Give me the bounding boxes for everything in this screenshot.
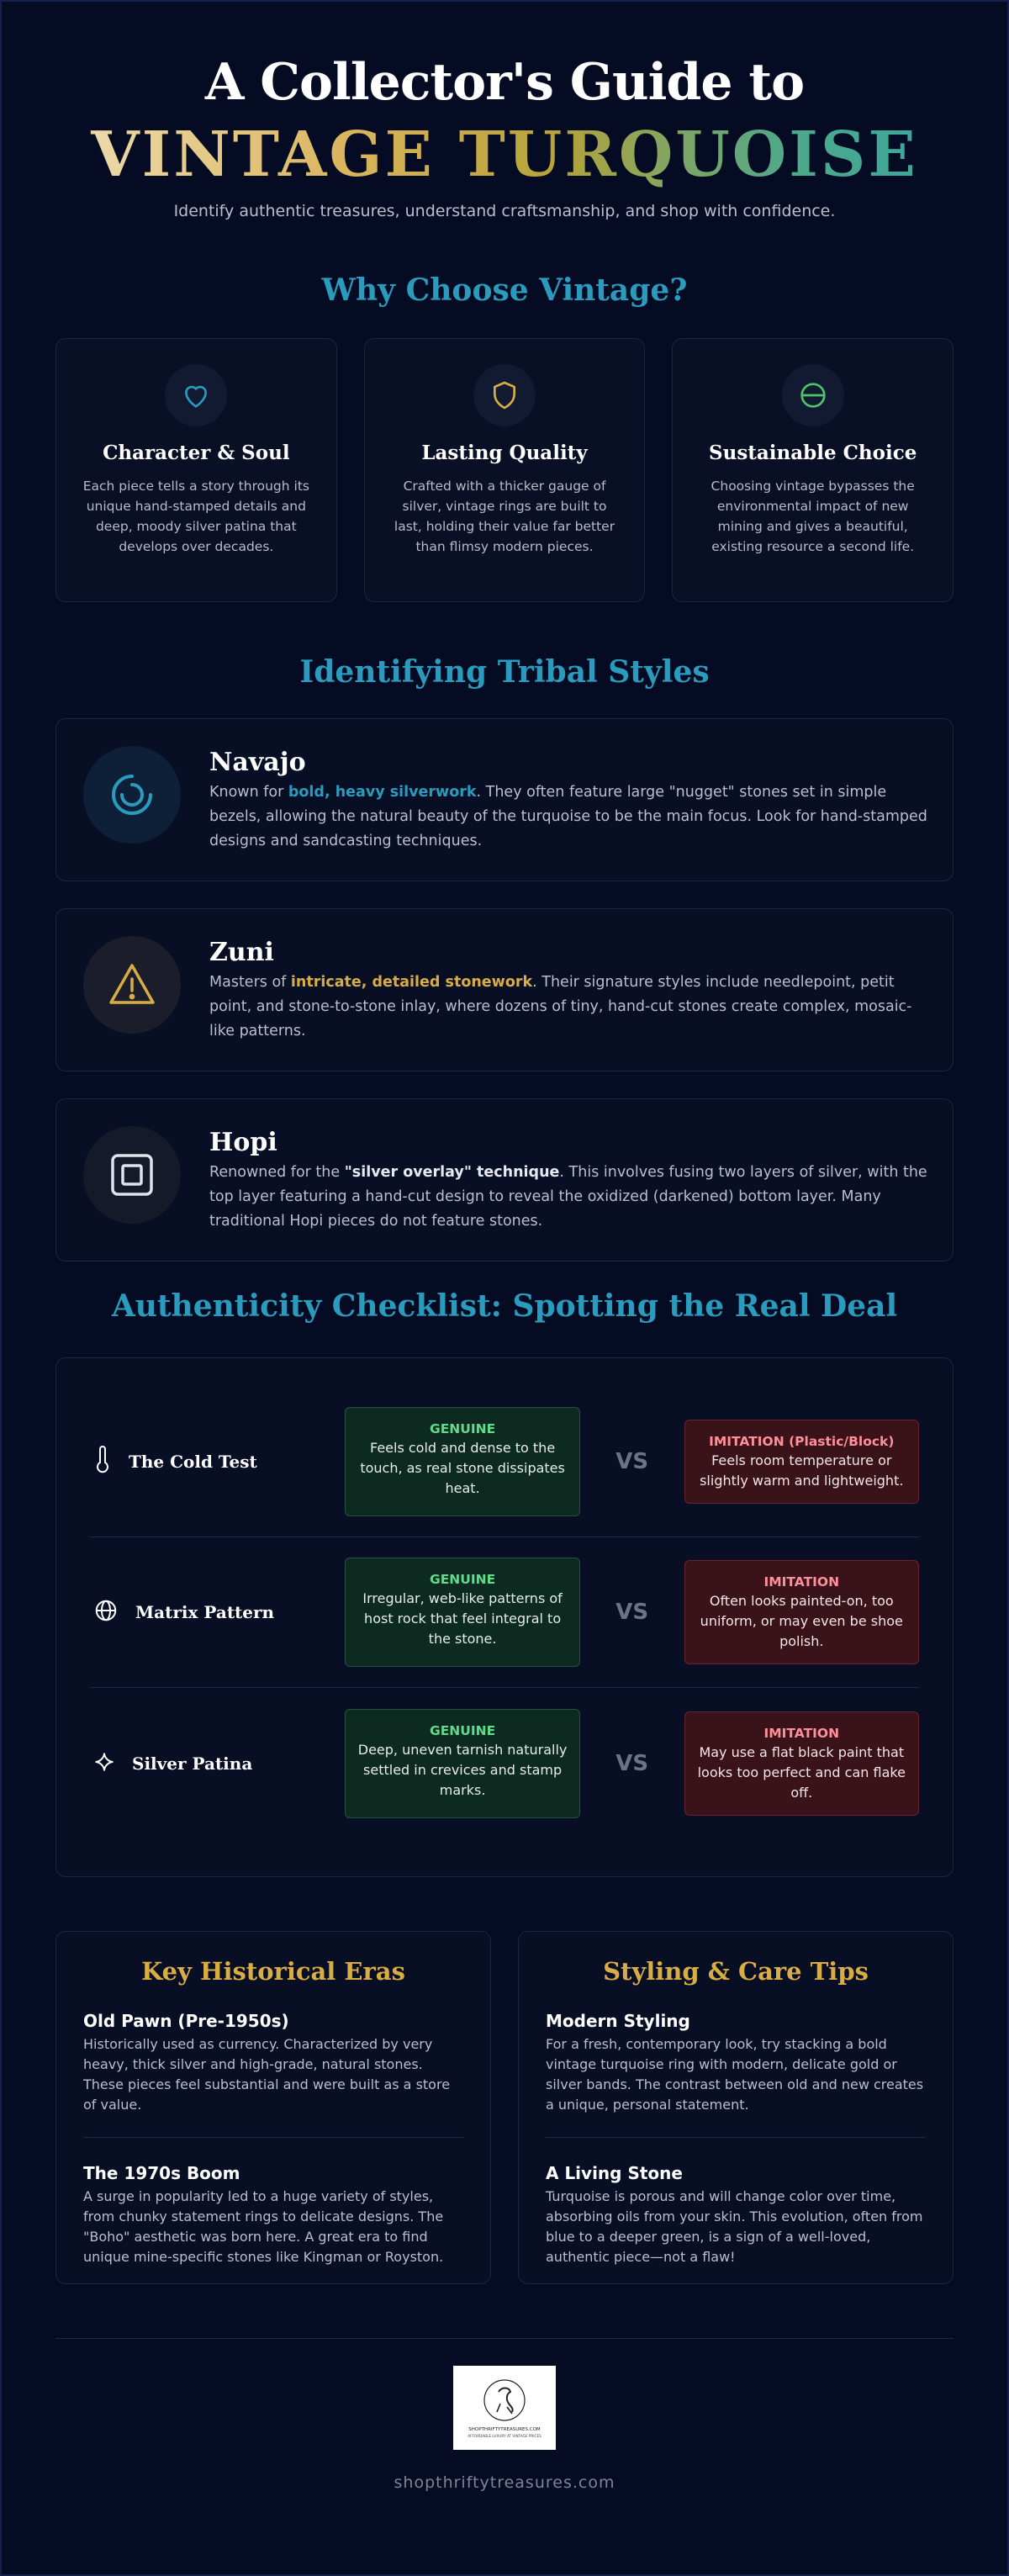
brand-logo[interactable] <box>453 2366 556 2450</box>
footer-url[interactable]: shopthriftytreasures.com <box>394 2473 615 2492</box>
tribe-highlight: bold, heavy silverwork <box>288 784 477 801</box>
era-text: A surge in popularity led to a huge variety of styles, from chunky statement rings to delicate designs. The "Boho" aesthetic was born here. A great era to find unique mine-specific stones like Kingman or Royston. <box>83 2188 444 2265</box>
care-card <box>518 1931 954 2284</box>
divider <box>83 2137 463 2138</box>
era-text: Historically used as currency. Characterized by very heavy, thick silver and high-grade, natural stones. These pieces feel substantial and were built as a store of value. <box>83 2036 451 2113</box>
heart-icon <box>165 364 227 426</box>
era-heading: The 1970s Boom <box>83 2163 240 2183</box>
checklist-row-patina <box>90 1688 919 1838</box>
checklist-row-matrix <box>90 1537 919 1688</box>
why-card-text: Choosing vintage bypasses the environmental impact of new mining and gives a beautiful, existing resource a second life. <box>711 479 915 554</box>
divider <box>546 2137 926 2138</box>
genuine-box <box>345 1407 579 1516</box>
care-text: Turquoise is porous and will change color over time, absorbing oils from your skin. This evolution, often from blue to a deeper green, is a sign of a well-loved, authentic piece—not a flaw! <box>546 2188 923 2265</box>
why-card-title: Character & Soul <box>103 442 290 464</box>
genuine-box <box>345 1709 579 1818</box>
tribe-card-hopi <box>55 1098 954 1262</box>
title-line-2: VINTAGE TURQUOISE <box>2 114 1007 195</box>
tribes-section-title: Identifying Tribal Styles <box>299 654 710 690</box>
tribe-desc-after: . This involves fusing two layers of silver, with the top layer featuring a hand-cut design to reveal the oxidized (darkened) bottom layer. Many traditional Hopi pieces do not feature stones. <box>209 1164 927 1230</box>
tribe-list <box>55 718 954 1262</box>
tribe-desc-before: Masters of <box>209 974 291 991</box>
tribe-desc-before: Known for <box>209 784 288 801</box>
tribe-card-zuni <box>55 908 954 1071</box>
why-card-title: Lasting Quality <box>421 442 588 464</box>
imitation-text: May use a flat black paint that looks too perfect and can flake off. <box>697 1743 906 1801</box>
care-item <box>546 2163 926 2267</box>
globe-icon <box>782 364 844 426</box>
genuine-tag: GENUINE <box>429 1421 496 1436</box>
tribe-desc-before: Renowned for the <box>209 1164 345 1181</box>
globe-icon <box>93 1598 119 1627</box>
care-item <box>546 2011 926 2115</box>
era-item <box>83 2011 463 2115</box>
care-text: For a fresh, contemporary look, try stacking a bold vintage turquoise ring with modern, delicate gold or silver bands. The contrast between old and new creates a unique, personal statement. <box>546 2036 924 2113</box>
genuine-text: Deep, uneven tarnish naturally settled in crevices and stamp marks. <box>357 1741 568 1798</box>
checklist-row-cold-test <box>90 1387 919 1537</box>
sparkle-icon <box>93 1751 115 1776</box>
tribe-description <box>209 780 927 854</box>
tribe-name: Navajo <box>209 748 306 777</box>
imitation-tag: IMITATION <box>763 1725 840 1741</box>
subtitle: Identify authentic treasures, understand craftsmanship, and shop with confidence. <box>173 202 836 220</box>
tribe-name: Hopi <box>209 1128 277 1157</box>
imitation-text: Often looks painted-on, too uniform, or may even be shoe polish. <box>700 1593 903 1649</box>
checklist-label: Matrix Pattern <box>135 1602 275 1622</box>
genuine-tag: GENUINE <box>429 1572 496 1587</box>
care-heading: Modern Styling <box>546 2011 690 2031</box>
imitation-tag: IMITATION (Plastic/Block) <box>709 1434 895 1449</box>
warning-triangle-icon <box>83 936 181 1034</box>
checklist-section-title: Authenticity Checklist: Spotting the Real Deal <box>111 1288 898 1324</box>
imitation-box <box>684 1420 919 1504</box>
square-overlay-icon <box>83 1126 181 1224</box>
tribe-highlight: "silver overlay" technique <box>344 1164 560 1181</box>
header <box>2 2 1007 220</box>
eras-title: Key Historical Eras <box>141 1957 405 1986</box>
imitation-tag: IMITATION <box>763 1574 840 1590</box>
why-section-title: Why Choose Vintage? <box>321 272 688 308</box>
care-title: Styling & Care Tips <box>603 1957 869 1986</box>
care-heading: A Living Stone <box>546 2163 683 2183</box>
era-item <box>83 2163 463 2267</box>
tribe-description <box>209 1161 927 1234</box>
why-card-text: Each piece tells a story through its unique hand-stamped details and deep, moody silver patina that develops over decades. <box>82 479 309 554</box>
eras-and-tips <box>55 1931 954 2284</box>
tribe-desc-after: . Their signature styles include needlepoint, petit point, and stone-to-stone inlay, where dozens of tiny, hand-cut stones create complex, mosaic-like patterns. <box>209 974 912 1039</box>
why-card-quality <box>364 338 646 602</box>
why-card-title: Sustainable Choice <box>708 442 917 464</box>
checklist-label: The Cold Test <box>129 1452 257 1472</box>
footer-divider <box>55 2338 954 2339</box>
genuine-text: Feels cold and dense to the touch, as real stone dissipates heat. <box>360 1440 565 1496</box>
vs-label: VS <box>615 1750 649 1776</box>
logo-text-top: SHOPTHRIFTYTREASURES.COM <box>468 2427 541 2432</box>
checklist-box <box>55 1357 954 1877</box>
imitation-box <box>684 1560 919 1664</box>
logo-text-bottom: AFFORDABLE LUXURY AT VINTAGE PRICES <box>468 2434 541 2438</box>
vs-label: VS <box>615 1449 649 1474</box>
genuine-text: Irregular, web-like patterns of host rock that feel integral to the stone. <box>362 1590 563 1647</box>
eras-card <box>55 1931 491 2284</box>
tribe-name: Zuni <box>209 938 274 967</box>
thermometer-icon <box>93 1446 112 1478</box>
vs-label: VS <box>615 1600 649 1625</box>
tribe-description <box>209 971 927 1044</box>
circle-swirl-icon <box>83 746 181 844</box>
title-line-1: A Collector's Guide to <box>204 53 805 112</box>
era-heading: Old Pawn (Pre-1950s) <box>83 2011 289 2031</box>
genuine-tag: GENUINE <box>429 1722 496 1738</box>
why-card-character <box>55 338 337 602</box>
tribe-desc-after: . They often feature large "nugget" stones set in simple bezels, allowing the natural beauty of the turquoise to be the main focus. Look for hand-stamped designs and sandcasting techniques. <box>209 784 927 849</box>
imitation-box <box>684 1711 919 1816</box>
why-cards <box>55 338 954 602</box>
imitation-text: Feels room temperature or slightly warm and lightweight. <box>700 1452 904 1489</box>
checklist-label: Silver Patina <box>132 1753 253 1774</box>
tribe-card-navajo <box>55 718 954 881</box>
shield-icon <box>473 364 536 426</box>
tribe-highlight: intricate, detailed stonework <box>290 974 533 991</box>
genuine-box <box>345 1558 579 1667</box>
why-card-sustainable <box>672 338 954 602</box>
why-card-text: Crafted with a thicker gauge of silver, vintage rings are built to last, holding their value far better than flimsy modern pieces. <box>394 479 615 554</box>
